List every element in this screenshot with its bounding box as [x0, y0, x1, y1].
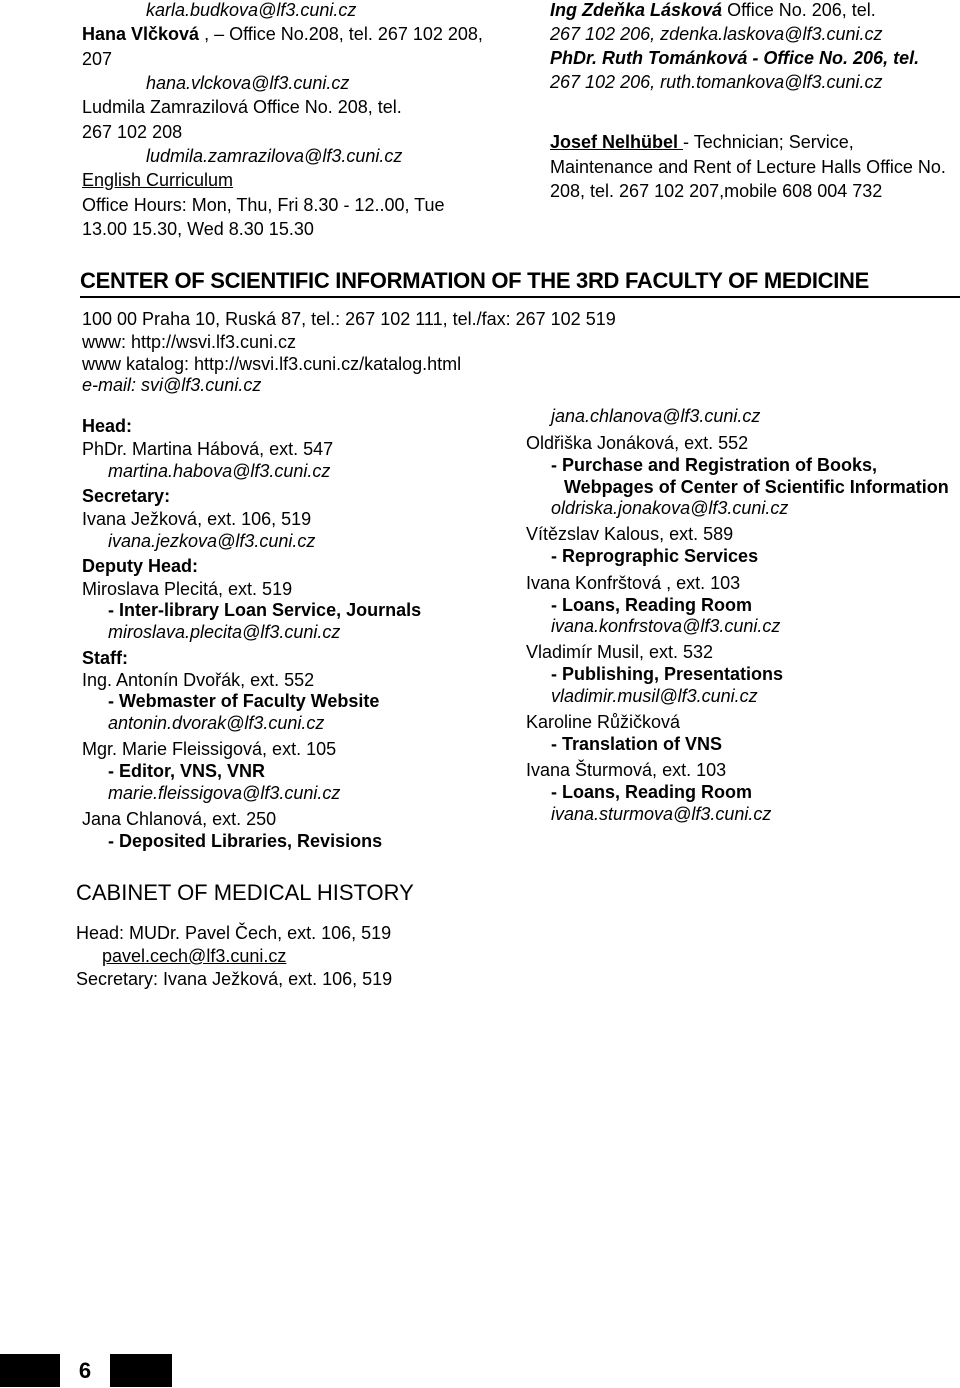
- staff-details: Office No. 206, tel.: [722, 0, 876, 20]
- role-label: Secretary:: [82, 486, 171, 506]
- staff-entry: Ludmila Zamrazilová Office No. 208, tel.: [82, 97, 402, 117]
- staff-name: Miroslava Plecitá, ext. 519: [82, 579, 293, 599]
- staff-contact: 267 102 206, ruth.tomankova@lf3.cuni.cz: [550, 72, 883, 92]
- english-curriculum-link[interactable]: English Curriculum: [82, 170, 234, 190]
- page-number: 6: [60, 1354, 110, 1387]
- email-link[interactable]: ludmila.zamrazilova@lf3.cuni.cz: [146, 146, 403, 166]
- email-link[interactable]: ivana.sturmova@lf3.cuni.cz: [551, 804, 772, 824]
- staff-name: Jana Chlanová, ext. 250: [82, 809, 277, 829]
- staff-name: PhDr. Martina Hábová, ext. 547: [82, 439, 334, 459]
- staff-role: - Loans, Reading Room: [551, 595, 753, 615]
- center-email-link[interactable]: e-mail: svi@lf3.cuni.cz: [82, 375, 262, 395]
- staff-name: Ivana Ježková, ext. 106, 519: [82, 509, 312, 529]
- staff-name: Ing Zdeňka Lásková: [550, 0, 723, 20]
- staff-entry: PhDr. Ruth Tománková - Office No. 206, tel.: [550, 48, 920, 68]
- staff-role: - Deposited Libraries, Revisions: [108, 831, 383, 851]
- staff-role: - Reprographic Services: [551, 546, 759, 566]
- email-link[interactable]: hana.vlckova@lf3.cuni.cz: [146, 73, 350, 93]
- staff-role: - Purchase and Registration of Books,: [551, 455, 878, 475]
- page-bar-right: [110, 1354, 172, 1387]
- staff-role-cont: Maintenance and Rent of Lecture Halls Office No.: [550, 157, 946, 177]
- role-label: Staff:: [82, 648, 128, 668]
- center-katalog-link[interactable]: www katalog: http://wsvi.lf3.cuni.cz/katalog.html: [82, 354, 462, 374]
- staff-entry: [550, 130, 854, 155]
- office-hours: Office Hours: Mon, Thu, Fri 8.30 - 12..00, Tue: [82, 195, 445, 215]
- email-link[interactable]: martina.habova@lf3.cuni.cz: [108, 461, 331, 481]
- staff-role: - Publishing, Presentations: [551, 664, 784, 684]
- staff-details: , – Office No.208, tel. 267 102 208,: [199, 24, 483, 44]
- phone-continuation: 207: [82, 49, 113, 69]
- staff-name: Mgr. Marie Fleissigová, ext. 105: [82, 739, 337, 759]
- email-link[interactable]: antonin.dvorak@lf3.cuni.cz: [108, 713, 325, 733]
- email-link[interactable]: marie.fleissigova@lf3.cuni.cz: [108, 783, 341, 803]
- center-www-link[interactable]: www: http://wsvi.lf3.cuni.cz: [82, 332, 297, 352]
- staff-entry: [82, 22, 483, 47]
- staff-name: Oldřiška Jonáková, ext. 552: [526, 433, 749, 453]
- cabinet-head: Head: MUDr. Pavel Čech, ext. 106, 519: [76, 923, 392, 943]
- email-link[interactable]: pavel.cech@lf3.cuni.cz: [102, 946, 287, 966]
- staff-contact: 267 102 206, zdenka.laskova@lf3.cuni.cz: [550, 24, 883, 44]
- staff-name: Hana Vlčková: [82, 24, 200, 44]
- center-address: 100 00 Praha 10, Ruská 87, tel.: 267 102 111, tel./fax: 267 102 519: [82, 309, 616, 329]
- page-bar-left: [0, 1354, 60, 1387]
- staff-contact: 208, tel. 267 102 207,mobile 608 004 732: [550, 181, 883, 201]
- staff-name: Ivana Šturmová, ext. 103: [526, 760, 727, 780]
- section-heading-center: CENTER OF SCIENTIFIC INFORMATION OF THE 3RD FACULTY OF MEDICINE: [80, 268, 960, 298]
- staff-name: Ivana Konfrštová , ext. 103: [526, 573, 741, 593]
- section-heading-cabinet: CABINET OF MEDICAL HISTORY: [76, 880, 414, 905]
- email-link[interactable]: vladimir.musil@lf3.cuni.cz: [551, 686, 758, 706]
- page-number-bar: [0, 1354, 172, 1387]
- email-link[interactable]: karla.budkova@lf3.cuni.cz: [146, 0, 357, 20]
- staff-name: Karoline Růžičková: [526, 712, 681, 732]
- staff-entry: [550, 0, 876, 23]
- phone-continuation: 267 102 208: [82, 122, 183, 142]
- email-link[interactable]: jana.chlanova@lf3.cuni.cz: [551, 406, 761, 426]
- email-link[interactable]: ivana.konfrstova@lf3.cuni.cz: [551, 616, 781, 636]
- email-link[interactable]: ivana.jezkova@lf3.cuni.cz: [108, 531, 316, 551]
- office-hours-cont: 13.00 15.30, Wed 8.30 15.30: [82, 219, 314, 239]
- staff-role: - Editor, VNS, VNR: [108, 761, 266, 781]
- staff-name: Josef Nelhübel: [550, 132, 684, 152]
- staff-role: - Loans, Reading Room: [551, 782, 753, 802]
- role-label: Deputy Head:: [82, 556, 199, 576]
- staff-name: Ing. Antonín Dvořák, ext. 552: [82, 670, 315, 690]
- role-label: Head:: [82, 416, 133, 436]
- email-link[interactable]: miroslava.plecita@lf3.cuni.cz: [108, 622, 341, 642]
- staff-role: - Technician; Service,: [683, 132, 854, 152]
- cabinet-secretary: Secretary: Ivana Ježková, ext. 106, 519: [76, 969, 393, 989]
- staff-role: - Webmaster of Faculty Website: [108, 691, 380, 711]
- staff-name: Vítězslav Kalous, ext. 589: [526, 524, 734, 544]
- staff-role: - Inter-library Loan Service, Journals: [108, 600, 422, 620]
- staff-name: Vladimír Musil, ext. 532: [526, 642, 714, 662]
- email-link[interactable]: oldriska.jonakova@lf3.cuni.cz: [551, 498, 789, 518]
- staff-role: - Translation of VNS: [551, 734, 723, 754]
- staff-role-cont: Webpages of Center of Scientific Information: [564, 477, 949, 497]
